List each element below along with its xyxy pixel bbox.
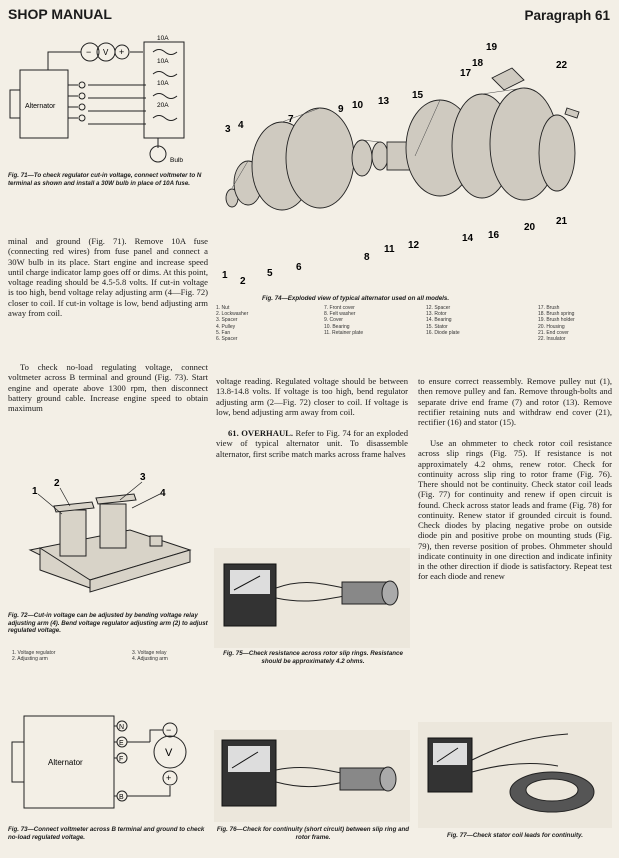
fig76-caption: Fig. 76—Check for continuity (short circuit) between slip ring and rotor frame.	[216, 826, 410, 841]
col3-paragraph-2: Use an ohmmeter to check rotor coil resistance across slip rings (Fig. 75). If resistance is not approximately 4.2 ohms, renew rotor. Check for continuity across slip ring to rotor frame (Fig. 76). There should not be continuity. Check stator coil leads (Fig. 77) for continuity and renew if open circuit is found. Check across stator leads and frame (Fig. 78) for continuity. Renew stator if grounded circuit is found. Check diodes by placing negative probe on outside diode pin and positive probe on mounting studs (Fig. 79), then reverse position of probes. Ohmmeter should indicate continuity in one direction and indicate infinity in the other direction if diode is satisfactory. Repeat test for each diode and renew	[418, 438, 612, 582]
fig74-legend-item: 14. Bearing	[426, 317, 452, 324]
fig72-callout-3: 3	[140, 472, 146, 483]
fig74-callout-8: 8	[364, 252, 370, 263]
fig74-legend-item: 13. Rotor	[426, 311, 447, 318]
fig74-legend-item: 9. Cover	[324, 317, 343, 324]
fig71-fuse-4: 20A	[157, 102, 169, 109]
fig76-ohmmeter-photo	[214, 730, 410, 822]
fig72-callout-2: 2	[54, 478, 60, 489]
fig73-meter-symbol: V	[165, 747, 173, 759]
fig71-alternator-pulley	[10, 90, 20, 118]
fig74-callout-16: 16	[488, 230, 500, 241]
fig74-callout-15: 15	[412, 90, 424, 101]
fig72-callout-4: 4	[160, 488, 166, 499]
fig74-callout-5: 5	[267, 268, 273, 279]
fig74-callout-3: 3	[225, 124, 231, 135]
fig73-plus-sign: +	[166, 773, 172, 783]
fig77-stator-photo	[418, 722, 612, 828]
fig71-fuse-1: 10A	[157, 35, 169, 42]
fig74-callout-13: 13	[378, 96, 390, 107]
fig74-legend-item: 11. Retainer plate	[324, 329, 364, 336]
fig74-callout-17: 17	[460, 68, 472, 79]
fig72-caption: Fig. 72—Cut-in voltage can be adjusted by bending voltage relay adjusting arm (4). Bend voltage regulator adjusting arm (2) to adjust regulated voltage.	[8, 612, 208, 635]
fig72-regulator-coil	[60, 510, 86, 556]
fig71-fuse-2: 10A	[157, 58, 169, 65]
fig72-regulator-drawing	[10, 470, 206, 610]
fig74-callout-22: 22	[556, 60, 568, 71]
fig73-terminal-n-label: N	[119, 724, 125, 731]
fig72-adjusting-arm-4	[96, 494, 136, 504]
fig73-minus-sign: −	[166, 725, 172, 735]
col1-paragraph-2: To check no-load regulating voltage, connect voltmeter across B terminal and ground (Fig. 73). Start engine and operate above 1300 rpm, then disconnect battery ground cable. Increase engine speed to obtain maximum	[8, 362, 208, 413]
fig74-callout-10: 10	[352, 100, 364, 111]
fig74-bearing	[352, 140, 372, 176]
fig74-exploded-view	[212, 38, 612, 288]
fig74-callout-4: 4	[238, 120, 244, 131]
fig74-legend-item: 6. Spacer	[216, 336, 238, 343]
fig71-bulb	[150, 146, 166, 162]
fig74-insulator	[565, 108, 579, 118]
fig74-legend-item: 3. Spacer	[216, 317, 238, 324]
fig73-terminal-b-label: B	[119, 794, 124, 801]
fig72-legend-item: 3. Voltage relay	[132, 650, 167, 656]
fig74-legend-item: 8. Felt washer	[324, 311, 356, 318]
overhaul-text: Refer to Fig. 74 for an exploded view of typical alternator unit. To disassemble alternator, first scribe match marks across frame halves	[216, 428, 408, 459]
fig75-caption: Fig. 75—Check resistance across rotor slip rings. Resistance should be approximately 4.2 ohms.	[223, 650, 403, 665]
col3-paragraph: to ensure correct reassembly. Remove pulley nut (1), then remove pulley and fan. Remove through-bolts and separate drive end frame (7) and rotor (13). Remove rectifier retaining nuts and withdraw end cover (21), rectifier (16) and stator (15).	[418, 376, 612, 427]
fig74-callout-7: 7	[288, 114, 294, 125]
fig77-caption: Fig. 77—Check stator coil leads for continuity.	[447, 832, 583, 839]
fig74-brush-holder	[492, 68, 524, 90]
fig74-callout-9: 9	[338, 104, 344, 115]
fig74-caption: Fig. 74—Exploded view of typical alternator used on all models.	[262, 295, 450, 302]
fig72-legend-item: 1. Voltage regulator	[12, 650, 56, 656]
fig73-caption: Fig. 73—Connect voltmeter across B terminal and ground to check no-load regulated voltage.	[8, 826, 205, 841]
fig74-callout-6: 6	[296, 262, 302, 273]
fig73-terminal-e-label: E	[119, 740, 124, 747]
fig74-callout-19: 19	[486, 42, 498, 53]
overhaul-heading: 61. OVERHAUL.	[228, 428, 294, 438]
fig74-legend-item: 12. Spacer	[426, 305, 451, 311]
fig71-fuse-3: 10A	[157, 80, 169, 87]
fig74-legend-item: 5. Fan	[216, 329, 231, 336]
fig74-legend-item: 20. Housing	[538, 323, 565, 330]
fig74-callout-2: 2	[240, 276, 246, 287]
fig74-legend-item: 18. Brush spring	[538, 311, 575, 318]
fig74-legend-item: 16. Diode plate	[426, 329, 460, 336]
fig74-legend-item: 4. Pulley	[216, 323, 236, 330]
fig74-legend	[216, 305, 612, 355]
fig74-callout-1: 1	[222, 270, 228, 281]
fig74-legend-item: 7. Front cover	[324, 305, 355, 311]
fig71-caption: Fig. 71—To check regulator cut-in voltage, connect voltmeter to N terminal as shown and install a 30W bulb in place of 10A fuse.	[8, 172, 202, 187]
fig71-alternator-label: Alternator	[25, 103, 56, 110]
fig74-legend-item: 10. Bearing	[324, 323, 350, 330]
overhaul-paragraph	[216, 428, 408, 459]
fig74-callout-12: 12	[408, 240, 420, 251]
fig72-legend	[12, 650, 208, 664]
fig71-minus-sign: −	[86, 47, 92, 57]
fig73-alternator-pulley	[12, 742, 24, 782]
fig72-legend-item: 2. Adjusting arm	[12, 656, 48, 663]
fig74-legend-item: 17. Brush	[538, 305, 560, 311]
fig74-callout-21: 21	[556, 216, 568, 227]
running-header-right: Paragraph 61	[524, 8, 610, 23]
fig74-legend-item: 22. Insulator	[538, 336, 566, 343]
fig74-front-cover	[286, 108, 354, 208]
fig71-bulb-label: Bulb	[170, 157, 184, 164]
running-header-left: SHOP MANUAL	[8, 6, 112, 22]
fig71-wiring-diagram	[8, 30, 208, 170]
col2-paragraph: voltage reading. Regulated voltage should be between 13.8-14.8 volts. If voltage is too high, bend regulator adjusting arm (2—Fig. 72) closer to coil. If voltage is low, bend adjusting arm away from coil.	[216, 376, 408, 417]
fig74-legend-item: 21. End cover	[538, 329, 569, 336]
fig75-ohmmeter-photo	[214, 548, 410, 648]
fig73-alternator-label: Alternator	[48, 758, 83, 767]
fig72-callout-1: 1	[32, 486, 38, 497]
fig74-legend-item: 15. Stator	[426, 323, 448, 330]
fig72-adjusting-arm-2	[54, 502, 94, 512]
fig74-callout-20: 20	[524, 222, 536, 233]
fig72-relay-coil	[100, 504, 126, 548]
fig73-wiring-diagram	[10, 700, 206, 822]
fig74-end-cover	[539, 115, 575, 191]
fig73-terminal-f-label: F	[119, 756, 124, 763]
fig72-legend-item: 4. Adjusting arm	[132, 656, 168, 663]
fig74-callout-11: 11	[384, 244, 395, 255]
col1-paragraph: minal and ground (Fig. 71). Remove 10A fuse (connecting red wires) from fuse panel and connect a 30W bulb in its place. Start engine and increase speed until charge indicator lamp goes off or dims. At this point, voltage reading should be 4.5-5.8 volts. If cut-in voltage is too high, bend voltage relay adjusting arm (4—Fig. 72) closer to coil. If cut-in voltage is low, bend adjusting arm away from coil.	[8, 236, 208, 318]
fig74-legend-item: 19. Brush holder	[538, 317, 575, 324]
fig74-legend-item: 1. Nut	[216, 305, 230, 311]
fig71-fuse-panel	[144, 42, 184, 138]
fig71-plus-sign: +	[119, 47, 125, 57]
fig74-callout-18: 18	[472, 58, 484, 69]
fig74-legend-item: 2. Lockwasher	[216, 311, 249, 318]
fig74-callout-14: 14	[462, 233, 474, 244]
fig71-meter-symbol: V	[103, 48, 109, 57]
